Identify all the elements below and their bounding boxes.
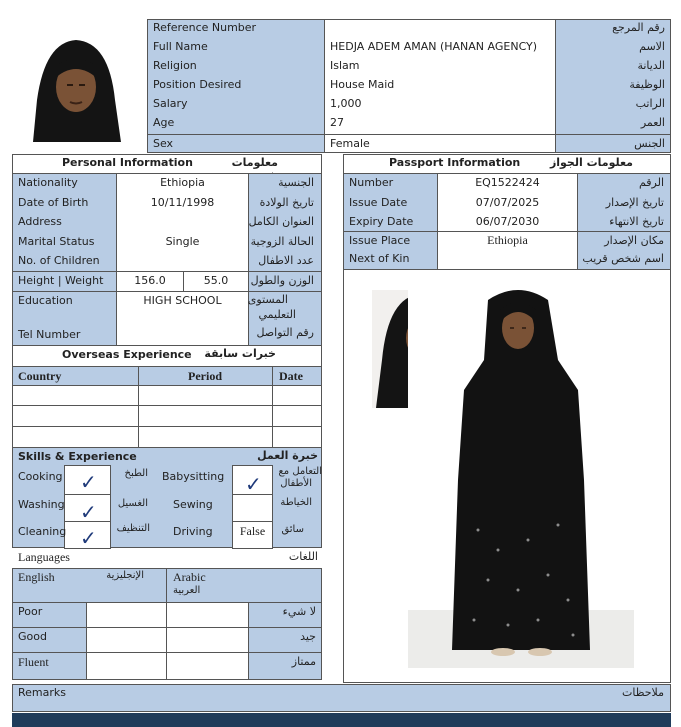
next-of-kin-label: Next of Kin — [349, 252, 410, 265]
education-ar-1: المستوى — [247, 293, 288, 306]
personal-title-en: Personal Information — [62, 156, 193, 169]
cleaning-check-icon: ✓ — [80, 526, 97, 550]
height-weight-label: Height | Weight — [18, 274, 104, 287]
issue-date-value: 07/07/2025 — [475, 196, 540, 209]
table-row — [12, 426, 322, 427]
issue-date-label: Issue Date — [349, 196, 408, 209]
sex-value: Female — [330, 137, 370, 150]
tel-ar: رقم التواصل — [256, 326, 314, 339]
skills-title-ar: خبرة العمل — [257, 449, 318, 462]
next-of-kin-ar: اسم شخص قريب — [582, 252, 664, 265]
address-label: Address — [18, 215, 62, 228]
issue-place-label: Issue Place — [349, 234, 411, 247]
dob-value: 10/11/1998 — [150, 196, 215, 209]
ref-number-label: Reference Number — [153, 21, 257, 34]
cooking-check-icon: ✓ — [80, 470, 97, 494]
salary-ar: الراتب — [635, 97, 665, 110]
issue-date-ar: تاريخ الإصدار — [605, 196, 664, 209]
overseas-title-ar: خبرات سابقة — [204, 347, 276, 360]
washing-ar: الغسيل — [117, 498, 148, 509]
children-ar: عدد الاطفال — [258, 254, 314, 267]
education-value: HIGH SCHOOL — [143, 294, 222, 307]
position-value: House Maid — [330, 78, 395, 91]
expiry-date-value: 06/07/2030 — [475, 215, 540, 228]
english-ar: الإنجليزية — [106, 570, 144, 581]
col-period: Period — [188, 369, 222, 383]
languages-title-ar: اللغات — [288, 550, 318, 563]
lang-arabic-col — [166, 602, 249, 680]
passport-title-ar: معلومات الجواز — [549, 156, 633, 169]
overseas-title-en: Overseas Experience — [62, 348, 192, 361]
expiry-date-ar: تاريخ الانتهاء — [609, 215, 664, 228]
tel-label: Tel Number — [18, 328, 81, 341]
cleaning-label: Cleaning — [18, 525, 67, 538]
marital-label: Marital Status — [18, 235, 95, 248]
remarks-label: Remarks — [18, 686, 66, 699]
passport-title-en: Passport Information — [389, 156, 521, 169]
driving-label: Driving — [173, 525, 213, 538]
driving-ar: سائق — [281, 524, 304, 535]
remarks-ar: ملاحظات — [622, 686, 664, 699]
marital-value: Single — [165, 235, 200, 248]
passport-number-ar: الرقم — [638, 176, 664, 189]
religion-value: Islam — [330, 59, 360, 72]
salary-value: 1,000 — [330, 97, 362, 110]
remarks-bar — [12, 684, 671, 712]
religion-ar: الديانة — [637, 59, 665, 72]
overseas-body — [12, 385, 322, 448]
arabic-ar: العربية — [173, 585, 201, 596]
address-ar: العنوان الكامل — [248, 215, 314, 228]
ref-number-ar: رقم المرجع — [612, 21, 665, 34]
babysitting-ar-1: التعامل مع — [278, 466, 322, 477]
driving-value: False — [239, 524, 266, 538]
cooking-ar: الطبخ — [124, 468, 148, 479]
cleaning-ar: التنظيف — [116, 523, 150, 534]
table-row — [12, 405, 322, 406]
full-body-photo — [408, 280, 634, 668]
portrait-photo — [15, 30, 137, 142]
level-good: Good — [18, 630, 47, 643]
dob-label: Date of Birth — [18, 196, 89, 209]
bottom-bar — [12, 713, 671, 727]
languages-header — [12, 568, 322, 603]
personal-title-ar: معلومات — [231, 156, 278, 169]
col-country: Country — [18, 369, 62, 383]
position-label: Position Desired — [153, 78, 242, 91]
sewing-ar: الخياطة — [280, 497, 312, 508]
babysitting-check-icon: ✓ — [245, 472, 262, 496]
height-weight-ar: الوزن والطول — [250, 274, 314, 287]
age-value: 27 — [330, 116, 344, 129]
full-name-label: Full Name — [153, 40, 208, 53]
nationality-ar: الجنسية — [278, 176, 314, 189]
sex-label: Sex — [153, 137, 174, 150]
cooking-label: Cooking — [18, 470, 63, 483]
level-good-ar: جيد — [300, 630, 316, 643]
full-name-value: HEDJA ADEM AMAN (HANAN AGENCY) — [330, 40, 538, 53]
height-value: 156.0 — [134, 274, 166, 287]
sewing-label: Sewing — [173, 498, 213, 511]
issue-place-ar: مكان الإصدار — [604, 234, 664, 247]
languages-title-en: Languages — [18, 550, 70, 564]
weight-value: 55.0 — [203, 274, 229, 287]
washing-check-icon: ✓ — [80, 500, 97, 524]
lang-english-col — [86, 602, 167, 680]
issue-place-value: Ethiopia — [487, 233, 528, 247]
arabic-label: Arabic — [173, 570, 206, 584]
babysitting-label: Babysitting — [162, 470, 225, 483]
dob-ar: تاريخ الولادة — [259, 196, 314, 209]
english-label: English — [18, 570, 55, 584]
children-label: No. of Children — [18, 254, 100, 267]
age-ar: العمر — [640, 116, 665, 129]
marital-ar: الحالة الزوجية — [250, 235, 314, 248]
education-label: Education — [18, 294, 73, 307]
babysitting-ar-2: الأطفال — [280, 478, 312, 489]
washing-label: Washing — [18, 498, 65, 511]
full-name-ar: الاسم — [639, 40, 665, 53]
position-ar: الوظيفة — [629, 78, 665, 91]
col-date: Date — [279, 369, 303, 383]
passport-number-value: EQ1522424 — [475, 176, 540, 189]
education-ar-2: التعليمي — [258, 308, 296, 321]
salary-label: Salary — [153, 97, 188, 110]
skills-title-en: Skills & Experience — [18, 450, 137, 463]
level-fluent-ar: ممتاز — [291, 655, 316, 668]
age-label: Age — [153, 116, 175, 129]
passport-number-label: Number — [349, 176, 394, 189]
sex-ar: الجنس — [634, 137, 665, 150]
level-fluent: Fluent — [18, 655, 49, 669]
religion-label: Religion — [153, 59, 197, 72]
level-poor: Poor — [18, 605, 43, 618]
nationality-value: Ethiopia — [160, 176, 205, 189]
level-poor-ar: لا شيء — [282, 605, 316, 618]
nationality-label: Nationality — [18, 176, 78, 189]
expiry-date-label: Expiry Date — [349, 215, 414, 228]
